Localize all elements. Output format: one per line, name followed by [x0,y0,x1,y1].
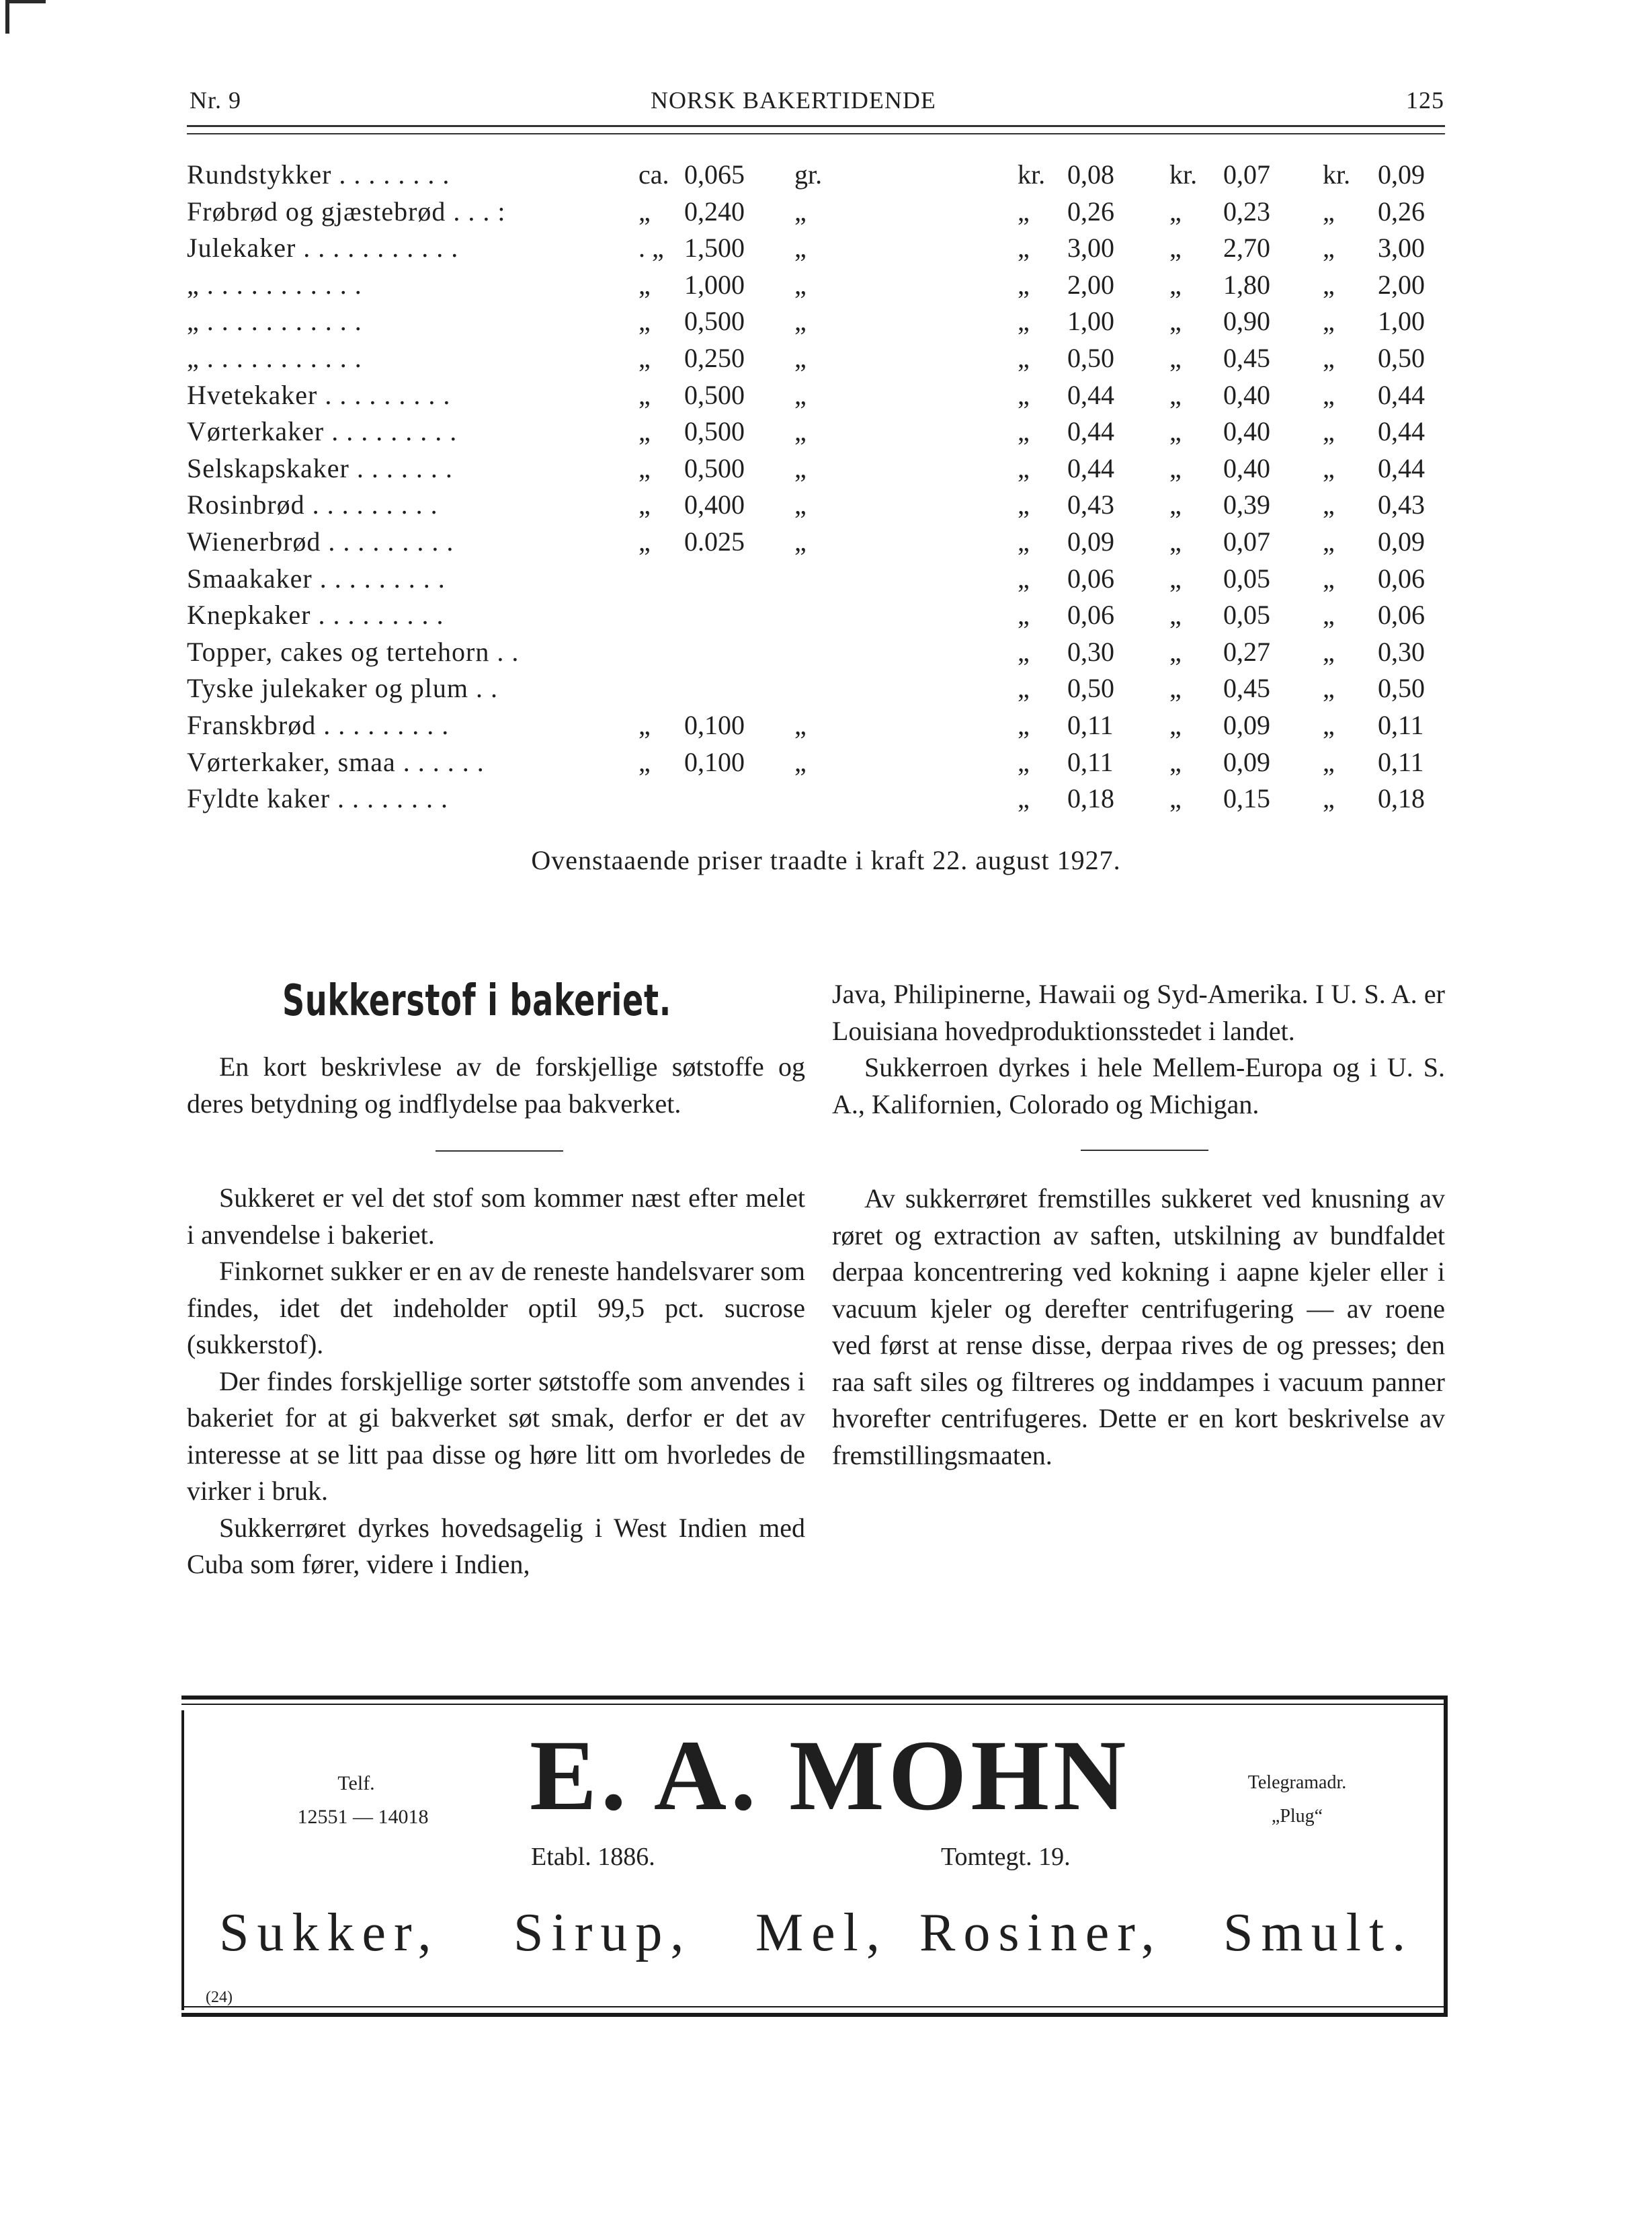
currency-mark: „ [1323,709,1335,740]
price-2: 0,45 [1223,673,1270,704]
price-3: 0,44 [1378,379,1425,410]
price-row [187,596,1445,633]
weight-value: 0,500 [684,379,745,410]
approx-mark: „ [638,306,651,337]
currency-mark: „ [1169,600,1182,631]
currency-mark: „ [1169,709,1182,740]
issue-number: Nr. 9 [190,87,241,114]
price-3: 2,00 [1378,269,1425,300]
item-name: „ . . . . . . . . . . . [187,342,362,373]
currency-mark: „ [1169,563,1182,594]
article-right-column [832,976,1445,1474]
price-row [187,156,1445,193]
price-row [187,413,1445,450]
currency-mark: „ [1323,489,1335,520]
weight-value: 0,500 [684,306,745,337]
price-row [187,707,1445,744]
ad-company-name: E. A. MOHN [530,1720,1130,1831]
currency-mark: „ [1018,563,1030,594]
price-1: 3,00 [1067,233,1114,264]
price-3: 0,26 [1378,196,1425,227]
price-2: 0,05 [1223,563,1270,594]
item-name: Selskapskaker . . . . . . . [187,452,453,483]
section-divider [1081,1150,1208,1151]
currency-mark: kr. [1169,159,1198,190]
currency-mark: „ [1018,526,1030,557]
currency-mark: „ [1169,636,1182,667]
item-name: Vørterkaker . . . . . . . . . [187,416,458,447]
ad-goods-item: Rosiner, [919,1903,1163,1962]
price-2: 0,27 [1223,636,1270,667]
section-divider [436,1150,563,1152]
price-note: Ovenstaaende priser traadte i kraft 22. august 1927. [531,845,1121,875]
currency-mark: „ [1169,233,1182,264]
currency-mark: „ [1323,269,1335,300]
price-1: 0,26 [1067,196,1114,227]
currency-mark: kr. [1018,159,1046,190]
currency-mark: „ [1323,416,1335,447]
approx-mark: „ [638,709,651,740]
article-paragraph: Av sukkerrøret fremstilles sukkeret ved knusning av røret og extraction av saften, utskilning av bundfaldet derpaa koncentrering ved kokning i aapne kjeler eller i vacuum kjeler og derefter centrifugering — av roene ved først at rense disse, derpaa rives de og presses; den raa saft siles og filtreres og inddampes i vacuum panner hvorefter centrifugeres. Dette er en kort beskrivelse av fremstillingsmaaten. [832,1183,1445,1470]
price-1: 0,30 [1067,636,1114,667]
item-name: Frøbrød og gjæstebrød . . . : [187,196,506,227]
currency-mark: „ [1018,306,1030,337]
price-3: 0,30 [1378,636,1425,667]
currency-mark: „ [1018,379,1030,410]
price-3: 0,06 [1378,600,1425,631]
price-3: 0,11 [1378,709,1424,740]
price-1: 0,50 [1067,673,1114,704]
price-1: 0,11 [1067,746,1114,777]
price-1: 0,44 [1067,379,1114,410]
article-subtitle: En kort beskrivlese av de forskjellige søtstoffe og deres betydning og indflydelse paa bakverket. [187,1051,805,1119]
ad-top-rule [181,1704,1445,1705]
price-row [187,780,1445,817]
price-3: 0,50 [1378,342,1425,373]
article-paragraph: Sukkerroen dyrkes i hele Mellem-Europa og i U. S. A., Kalifornien, Colorado og Michigan. [832,1052,1445,1119]
price-row [187,633,1445,670]
price-3: 0,11 [1378,746,1424,777]
price-1: 0,08 [1067,159,1114,190]
currency-mark: kr. [1323,159,1351,190]
currency-mark: „ [1323,673,1335,704]
article-paragraph: Java, Philipinerne, Hawaii og Syd-Amerika. I U. S. A. er Louisiana hovedproduktionsstedet i landet. [832,979,1445,1046]
ad-address: Tomtegt. 19. [941,1843,1071,1871]
approx-mark: . „ [638,233,664,264]
approx-mark: „ [638,489,651,520]
article-paragraph: Sukkerrøret dyrkes hovedsagelig i West Indien med Cuba som fører, videre i Indien, [187,1512,805,1579]
price-1: 1,00 [1067,306,1114,337]
currency-mark: „ [1323,526,1335,557]
price-row [187,193,1445,230]
item-name: Rundstykker . . . . . . . . [187,159,450,190]
price-row [187,266,1445,303]
currency-mark: „ [1018,709,1030,740]
price-table [187,156,1445,817]
weight-unit: „ [794,489,807,520]
currency-mark: „ [1169,783,1182,814]
weight-value: 0,100 [684,709,745,740]
weight-unit: „ [794,379,807,410]
weight-value: 0,500 [684,452,745,483]
weight-unit: „ [794,306,807,337]
ad-phone-label: Telf. [337,1772,375,1794]
ad-code: (24) [206,1989,233,2006]
currency-mark: „ [1169,342,1182,373]
currency-mark: „ [1323,746,1335,777]
weight-unit: „ [794,196,807,227]
ad-border [181,1710,184,2010]
item-name: „ . . . . . . . . . . . [187,306,362,337]
currency-mark: „ [1323,233,1335,264]
item-name: Topper, cakes og tertehorn . . [187,636,520,667]
price-3: 3,00 [1378,233,1425,264]
price-3: 0,06 [1378,563,1425,594]
price-3: 0,50 [1378,673,1425,704]
currency-mark: „ [1018,783,1030,814]
price-2: 0,15 [1223,783,1270,814]
journal-title: NORSK BAKERTIDENDE [651,87,936,114]
currency-mark: „ [1323,196,1335,227]
item-name: Fyldte kaker . . . . . . . . [187,783,449,814]
price-row [187,560,1445,597]
price-2: 0,39 [1223,489,1270,520]
price-row [187,450,1445,487]
currency-mark: „ [1169,269,1182,300]
weight-unit: „ [794,269,807,300]
currency-mark: „ [1169,673,1182,704]
weight-value: 1,000 [684,269,745,300]
price-row [187,229,1445,266]
weight-unit: „ [794,233,807,264]
currency-mark: „ [1169,746,1182,777]
price-2: 0,40 [1223,416,1270,447]
price-row [187,376,1445,413]
ad-goods-item: Mel, [755,1903,888,1962]
weight-value: 0,240 [684,196,745,227]
currency-mark: „ [1018,196,1030,227]
currency-mark: „ [1323,379,1335,410]
ad-telegram-label: Telegramadr. [1247,1772,1347,1793]
weight-value: 0,065 [684,159,745,190]
currency-mark: „ [1169,452,1182,483]
price-row [187,340,1445,376]
price-1: 0,50 [1067,342,1114,373]
weight-value: 0,250 [684,342,745,373]
article-paragraph: Finkornet sukker er en av de reneste handelsvarer som findes, idet det indeholder optil 99,5 pct. sucrose (sukkerstof). [187,1256,805,1359]
price-row [187,486,1445,523]
price-row [187,523,1445,560]
price-2: 0,05 [1223,600,1270,631]
ad-established: Etabl. 1886. [531,1843,655,1871]
price-1: 0,44 [1067,416,1114,447]
currency-mark: „ [1018,636,1030,667]
ad-telegram-address: „Plug“ [1271,1806,1323,1827]
ad-goods-item: Smult. [1223,1903,1414,1962]
price-2: 0,07 [1223,159,1270,190]
weight-value: 1,500 [684,233,745,264]
currency-mark: „ [1018,746,1030,777]
ad-goods-item: Sukker, [219,1903,440,1962]
price-1: 0,06 [1067,600,1114,631]
price-row [187,303,1445,340]
price-2: 0,90 [1223,306,1270,337]
price-2: 2,70 [1223,233,1270,264]
price-3: 0,44 [1378,416,1425,447]
price-1: 0,11 [1067,709,1114,740]
price-3: 1,00 [1378,306,1425,337]
price-2: 0,07 [1223,526,1270,557]
currency-mark: „ [1018,233,1030,264]
price-2: 0,09 [1223,709,1270,740]
weight-value: 0,500 [684,416,745,447]
currency-mark: „ [1018,342,1030,373]
item-name: Wienerbrød . . . . . . . . . [187,526,454,557]
currency-mark: „ [1169,416,1182,447]
approx-mark: „ [638,416,651,447]
weight-unit: „ [794,746,807,777]
approx-mark: „ [638,342,651,373]
ad-phone-numbers: 12551 — 14018 [297,1806,429,1828]
price-2: 0,23 [1223,196,1270,227]
approx-mark: „ [638,452,651,483]
item-name: Julekaker . . . . . . . . . . . [187,233,459,264]
approx-mark: „ [638,746,651,777]
approx-mark: „ [638,379,651,410]
approx-mark: ca. [638,159,669,190]
scan-corner-mark [5,0,9,34]
currency-mark: „ [1018,673,1030,704]
price-2: 0,45 [1223,342,1270,373]
currency-mark: „ [1323,636,1335,667]
price-1: 0,06 [1067,563,1114,594]
weight-unit: „ [794,342,807,373]
currency-mark: „ [1169,526,1182,557]
price-row [187,670,1445,707]
currency-mark: „ [1018,489,1030,520]
item-name: Knepkaker . . . . . . . . . [187,600,444,631]
item-name: Franskbrød . . . . . . . . . [187,709,450,740]
article-paragraph: Der findes forskjellige sorter søtstoffe som anvendes i bakeriet for at gi bakverket søt smak, derfor er det av interesse at se litt paa disse og høre litt om hvorledes de virker i bruk. [187,1365,805,1506]
item-name: Hvetekaker . . . . . . . . . [187,379,451,410]
ad-border [1444,1696,1448,2017]
currency-mark: „ [1018,452,1030,483]
price-3: 0,18 [1378,783,1425,814]
weight-value: 0.025 [684,526,745,557]
weight-unit: „ [794,526,807,557]
ad-bottom-rule [181,2013,1445,2017]
price-2: 0,40 [1223,452,1270,483]
item-name: Vørterkaker, smaa . . . . . . [187,746,485,777]
article-paragraph: Sukkeret er vel det stof som kommer næst efter melet i anvendelse i bakeriet. [187,1183,805,1250]
weight-value: 0,400 [684,489,745,520]
weight-value: 0,100 [684,746,745,777]
item-name: Rosinbrød . . . . . . . . . [187,489,438,520]
weight-unit: „ [794,709,807,740]
price-1: 0,44 [1067,452,1114,483]
scan-corner-mark [5,0,46,3]
currency-mark: „ [1323,342,1335,373]
item-name: Smaakaker . . . . . . . . . [187,563,446,594]
weight-unit: gr. [794,159,823,190]
currency-mark: „ [1169,196,1182,227]
approx-mark: „ [638,526,651,557]
price-2: 0,40 [1223,379,1270,410]
price-2: 0,09 [1223,746,1270,777]
currency-mark: „ [1323,306,1335,337]
price-2: 1,80 [1223,269,1270,300]
ad-top-rule [181,1696,1445,1700]
price-3: 0,09 [1378,526,1425,557]
ad-bottom-rule [181,2006,1445,2007]
price-3: 0,44 [1378,452,1425,483]
price-1: 0,18 [1067,783,1114,814]
price-1: 0,09 [1067,526,1114,557]
currency-mark: „ [1169,489,1182,520]
header-rule [187,133,1445,134]
currency-mark: „ [1323,600,1335,631]
item-name: Tyske julekaker og plum . . [187,673,498,704]
approx-mark: „ [638,269,651,300]
article-title: Sukkerstof i bakeriet. [282,976,671,1026]
price-3: 0,43 [1378,489,1425,520]
weight-unit: „ [794,416,807,447]
currency-mark: „ [1323,452,1335,483]
page-number: 125 [1406,87,1444,114]
currency-mark: „ [1169,306,1182,337]
currency-mark: „ [1323,563,1335,594]
header-rule [187,125,1445,127]
item-name: „ . . . . . . . . . . . [187,269,362,300]
weight-unit: „ [794,452,807,483]
currency-mark: „ [1018,269,1030,300]
price-1: 0,43 [1067,489,1114,520]
ad-goods-item: Sirup, [513,1903,692,1962]
price-3: 0,09 [1378,159,1425,190]
price-1: 2,00 [1067,269,1114,300]
article-left-column [187,1049,805,1583]
price-row [187,744,1445,781]
currency-mark: „ [1169,379,1182,410]
approx-mark: „ [638,196,651,227]
currency-mark: „ [1323,783,1335,814]
currency-mark: „ [1018,600,1030,631]
currency-mark: „ [1018,416,1030,447]
